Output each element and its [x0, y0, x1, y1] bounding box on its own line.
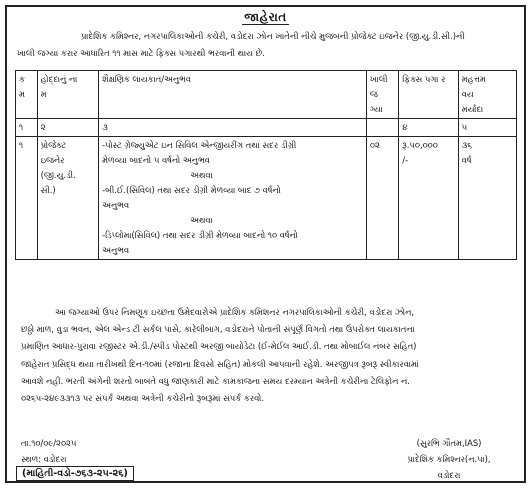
column-number: ૫	[458, 119, 516, 137]
or-separator: અથવા	[190, 215, 213, 225]
paragraph-line: આવશે નહી. ભરતી અંગેની શરતો બાબતે વધુ જાણકારી માટે કામકાજના સમય દરમ્યાન અત્રેની કચેરીના ટેલિફોન નં.	[21, 375, 410, 386]
header-age: મહત્તમ વય મર્યાદા	[458, 71, 516, 119]
reference-number: (માહિતી-વડો-૭૬૩-૨૫-૨૬)	[16, 466, 134, 481]
notice-frame	[5, 5, 526, 483]
notice-intro	[17, 28, 516, 62]
column-number	[366, 119, 398, 137]
notice-place: સ્થળ: વડોદરા	[21, 454, 67, 464]
row-age: ૩૬ વર્ષ	[458, 137, 516, 260]
header-sr: ક મ	[16, 71, 38, 119]
notice-title: જાહેરાત	[244, 10, 287, 24]
header-post: હોદ્દાનું ના મ	[37, 71, 99, 119]
signatory-city: વડોદરા	[437, 470, 461, 480]
column-number: ૨	[37, 119, 99, 137]
paragraph-line: જાહેરાત પ્રસિદ્ધ થયા તારીખથી દિન-૧૦માં (રજાના દિવસો સહિત) મોકલી આપવાની રહેશે. અરજીપત્ર રૂબરૂ સ્વીકારવામાં	[21, 358, 419, 369]
row-qualification	[99, 137, 367, 260]
or-separator: અથવા	[190, 170, 213, 180]
paragraph-line: ૦૨૬૫-૨૪૯૩૩૧૩ પર સંપર્ક અથવા અત્રેની કચેરીનો રૂબરૂમાં સંપર્ક કરવો.	[21, 393, 265, 404]
signature-block	[379, 435, 519, 483]
header-qualification: શૈક્ષણિક લાયકાત/અનુભવ	[99, 71, 367, 119]
row-vacancy: ૦૨	[366, 137, 398, 260]
row-post: પ્રોજેક્ટ ઇજનેર (જી.યુ.ડી. સી.)	[37, 137, 99, 260]
table-row	[16, 137, 517, 260]
intro-line: પ્રાદેશિક કમિશ્નર, નગરપાલિકાઓની કચેરી, વડોદરા ઝોન ખાતેની નીચે મુજબની પ્રોજેક્ટ ઇજનેર (જી.યુ.ડી.સી.)ની	[81, 31, 465, 41]
paragraph-line: આ જગ્યાઓ ઉપર નિમણૂક ઇચ્છતા ઉમેદવારોએ પ્રાદેશિક કમિશનર નગરપાલિકાઓની કચેરી, વડોદરા ઝોન,	[55, 307, 414, 317]
header-vacancy: ખાલી જ ગ્યા	[366, 71, 398, 119]
paragraph-line: છઠ્ઠો માળ, વુડા ભવન, એલ એન્ડ ટી સર્કલ પાસે, કારેલીબાગ, વડોદરાને પોતાની સંપૂર્ણ વિગતો તથા ઉપરોક્ત લાયકાતના	[21, 324, 415, 335]
vacancy-table	[15, 70, 517, 260]
paragraph-line: પ્રમાણિત આધાર-પુરાવા રજીસ્ટર એ.ડી./સ્પીડ પોસ્ટથી અરજી બાયોડેટા (ઈ-મેઈલ આઈ.ડી. તથા મોબાઈલ નંબર સહિત)	[21, 341, 417, 352]
signatory-name: (સુરભિ ગૌતમ,IAS)	[416, 438, 482, 448]
column-number: ૧	[16, 119, 38, 137]
date-place-block	[21, 435, 76, 467]
qualification-line: અનુભવ	[102, 245, 130, 255]
row-sr: ૧	[16, 137, 38, 260]
row-pay: રૂ.૫૦,૦૦૦ /-	[399, 137, 458, 260]
qualification-line: અનુભવ	[102, 200, 130, 210]
notice-date: તા.૧૦/૦૯/૨૦૨૫	[21, 438, 77, 448]
qualification-line: મેળવ્યા બાદનો ૫ વર્ષનો અનુભવ	[102, 155, 210, 165]
qualification-line: -પોસ્ટ ગ્રેજ્યુએટ ઇન સિવિલ એન્જીયરીંગ તથા સદર ડીગ્રી	[102, 140, 297, 150]
signatory-title: પ્રાદેશિક કમિશ્નર(ન.પા),	[407, 454, 491, 464]
qualification-line: -ડિપ્લોમા(સિવિલ) તથા સદર ડીગ્રી મેળવ્યા બાદનો ૧૦ વર્ષનો	[102, 230, 298, 240]
table-header-row	[16, 71, 517, 119]
column-number-row	[16, 119, 517, 137]
column-number: ૪	[399, 119, 458, 137]
intro-line: ખાલી જગ્યા કરાર આધારિત ૧૧ માસ માટે ફિક્સ પગારથી ભરવાની થાય છે.	[17, 48, 265, 58]
header-pay: ફિક્સ પગા ર	[399, 71, 458, 119]
application-instructions	[21, 304, 514, 407]
column-number: ૩	[99, 119, 367, 137]
qualification-line: -બી.ઈ.(સિવિલ) તથા સદર ડીગ્રી મેળવ્યા બાદ ૭ વર્ષનો	[102, 185, 281, 195]
